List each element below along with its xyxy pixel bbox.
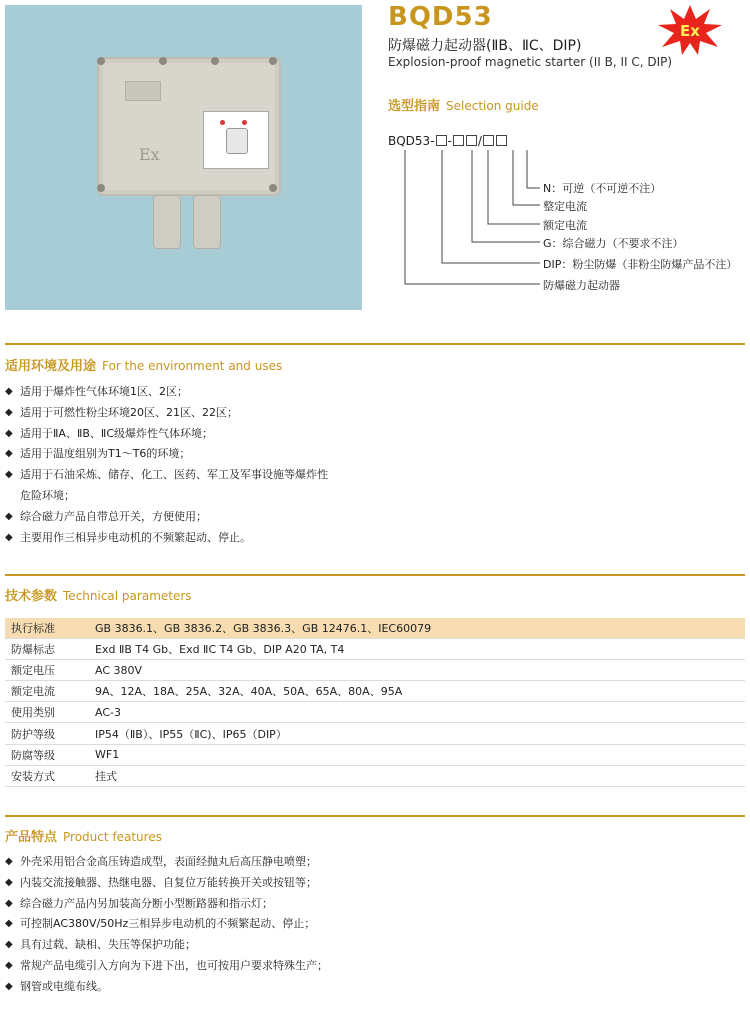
environment-title-cn: 适用环境及用途: [5, 359, 97, 374]
param-value: WF1: [89, 744, 745, 765]
table-row: [5, 639, 745, 660]
cable-gland-left: [153, 195, 181, 249]
list-item: ◆ 主要用作三相异步电动机的不频繁起动、停止。: [5, 528, 328, 549]
list-item: ◆ 适用于温度组别为T1～T6的环境；: [5, 444, 328, 465]
param-label: 安装方式: [5, 765, 89, 786]
list-item: ◆ 具有过载、缺相、失压等保护功能；: [5, 935, 328, 956]
features-list: [5, 852, 328, 998]
nameplate: [125, 81, 161, 101]
divider: [5, 343, 745, 345]
list-item: ◆ 适用于ⅡA、ⅡB、ⅡC级爆炸性气体环境；: [5, 424, 328, 445]
technical-title-en: Technical parameters: [63, 589, 192, 603]
param-label: 防护等级: [5, 723, 89, 744]
switch-knob: [226, 128, 248, 154]
list-item: ◆ 适用于可燃性粉尘环境20区、21区、22区；: [5, 403, 328, 424]
param-value: 9A、12A、18A、25A、32A、40A、50A、65A、80A、95A: [89, 681, 745, 702]
enclosure: [97, 57, 281, 196]
table-row: [5, 681, 745, 702]
divider: [5, 815, 745, 817]
code-leader-lines: [395, 148, 555, 293]
param-value: AC 380V: [89, 660, 745, 681]
model-title: BQD53: [388, 2, 493, 32]
list-item: ◆ 钢管或电缆布线。: [5, 977, 328, 998]
param-value: AC-3: [89, 702, 745, 723]
list-item: ◆ 常规产品电缆引入方向为下进下出，也可按用户要求特殊生产；: [5, 956, 328, 977]
list-item: ◆ 内装交流接触器、热继电器、自复位万能转换开关或按钮等；: [5, 873, 328, 894]
guide-line-setting-current: 整定电流: [543, 200, 587, 213]
selector-switch: [203, 111, 269, 169]
list-item: ◆ 综合磁力产品内另加装高分断小型断路器和指示灯；: [5, 894, 328, 915]
list-item: ◆ 外壳采用铝合金高压铸造成型，表面经抛丸后高压静电喷塑；: [5, 852, 328, 873]
param-label: 额定电流: [5, 681, 89, 702]
param-label: 执行标准: [5, 618, 89, 639]
product-name-en: Explosion-proof magnetic starter (II B, II C, DIP): [388, 55, 673, 69]
cable-gland-right: [193, 195, 221, 249]
environment-list: [5, 382, 328, 548]
model-code: [388, 134, 508, 148]
environment-title-en: For the environment and uses: [102, 359, 283, 373]
model-code-prefix: BQD53-: [388, 134, 435, 148]
features-heading: [5, 826, 162, 845]
list-item: ◆ 适用于石油采炼、储存、化工、医药、军工及军事设施等爆炸性: [5, 465, 328, 486]
table-row: [5, 702, 745, 723]
list-item: ◆ 综合磁力产品自带总开关，方便使用；: [5, 507, 328, 528]
product-name-cn: 防爆磁力起动器(ⅡB、ⅡC、DIP): [388, 38, 582, 54]
param-value: Exd ⅡB T4 Gb、Exd ⅡC T4 Gb、DIP A20 TA, T4: [89, 639, 745, 660]
model-code-dash: -: [447, 134, 452, 148]
divider: [5, 574, 745, 576]
table-row: [5, 744, 745, 765]
model-code-slash: /: [477, 134, 482, 148]
list-item: ◆ 适用于爆炸性气体环境1区、2区；: [5, 382, 328, 403]
features-title-cn: 产品特点: [5, 830, 58, 845]
param-label: 使用类别: [5, 702, 89, 723]
guide-line-dust-proof: DIP：粉尘防爆（非粉尘防爆产品不注）: [543, 258, 738, 271]
param-value: GB 3836.1、GB 3836.2、GB 3836.3、GB 12476.1、IEC60079: [89, 618, 745, 639]
selection-guide-title-cn: 选型指南: [388, 99, 441, 114]
environment-heading: [5, 355, 282, 374]
table-row: [5, 660, 745, 681]
param-value: 挂式: [89, 765, 745, 786]
guide-line-integrated: G：综合磁力（不要求不注）: [543, 237, 684, 250]
product-photo: [5, 5, 362, 310]
table-row: [5, 765, 745, 786]
ex-mark: Ex: [139, 145, 160, 164]
technical-heading: [5, 585, 192, 604]
ex-badge-text: Ex: [680, 22, 700, 40]
ex-badge-icon: [658, 5, 722, 55]
list-item: ◆ 可控制AC380V/50Hz三相异步电动机的不频繁起动、停止；: [5, 914, 328, 935]
parameters-table: [5, 618, 745, 787]
list-item: 危险环境；: [20, 488, 75, 502]
param-label: 防腐等级: [5, 744, 89, 765]
param-label: 防爆标志: [5, 639, 89, 660]
guide-line-starter: 防爆磁力起动器: [543, 279, 620, 292]
selection-guide-title-en: Selection guide: [446, 99, 539, 113]
table-row: [5, 618, 745, 639]
selection-guide-heading: [388, 95, 539, 114]
param-label: 额定电压: [5, 660, 89, 681]
table-row: [5, 723, 745, 744]
guide-line-rated-current: 额定电流: [543, 219, 587, 232]
features-title-en: Product features: [63, 830, 162, 844]
guide-line-reversing: N：可逆（不可逆不注）: [543, 182, 662, 195]
technical-title-cn: 技术参数: [5, 589, 58, 604]
param-value: IP54（ⅡB）、IP55（ⅡC)、IP65（DIP）: [89, 723, 745, 744]
